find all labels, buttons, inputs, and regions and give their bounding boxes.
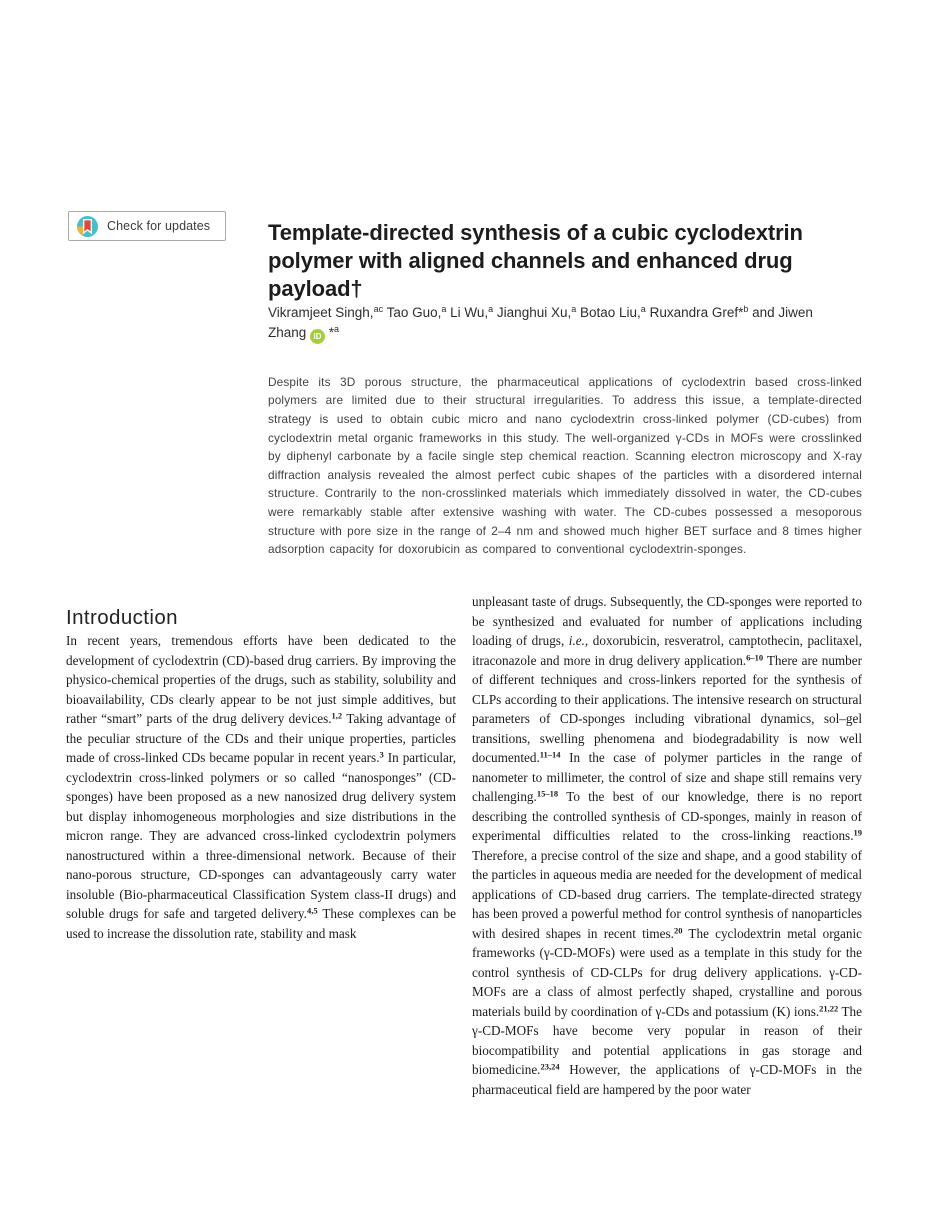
author-list: Vikramjeet Singh,$^{ac}$ Tao Guo,$^a$ Li Wu,$^a$ Jianghui Xu,$^a$ Botao Liu,$^a$ Ruxandra Gref*$^b$ and Jiwen Zhang iD *$^a$ (268, 303, 828, 344)
check-for-updates-label: Check for updates (107, 219, 211, 233)
reference-superscript: ac (373, 304, 384, 314)
crossmark-icon (77, 216, 98, 237)
reference-superscript: 21,22 (819, 1003, 839, 1013)
body-column-left: In recent years, tremendous efforts have been dedicated to the development of cyclodextrin (CD)-based drug carriers. By improving the physico-chemical properties of the drugs, such as stability, solubility and bioavailability, CDs clearly appear to be not just simple additives, but rather “smart” parts of the drug delivery devices.$^{1,2}$ Taking advantage of the peculiar structure of the CDs and their unique properties, particles made of cross-linked CDs became popular in recent years.$^3$ In particular, cyclodextrin cross-linked polymers or so called “nanosponges” (CD-sponges) have been proposed as a new nanosized drug delivery system but display inhomogeneous morphologies and size distributions in the micron range. They are advanced cross-linked cyclodextrin polymers nanostructured within a three-dimensional network. Because of their nano-porous structure, CD-sponges can advantageously carry water insoluble (Bio-pharmaceutical Classification System class-II drugs) and soluble drugs for safe and targeted delivery.$^{4,5}$ These complexes can be used to increase the dissolution rate, stability and mask (66, 633, 457, 941)
reference-superscript: 3 (379, 749, 384, 760)
reference-superscript: 1,2 (331, 710, 343, 721)
italic-text: i.e. (568, 633, 585, 648)
check-for-updates-badge[interactable] (68, 211, 226, 241)
abstract-text: Despite its 3D porous structure, the pharmaceutical applications of cyclodextrin based cross-linked polymers are limited due to their structural irregularities. To address this issue, a template-directed strategy is used to obtain cubic micro and nano cyclodextrin cross-linked polymer (CD-cubes) from cyclodextrin metal organic frameworks in this study. The well-organized γ-CDs in MOFs were crosslinked by diphenyl carbonate by a facile single step chemical reaction. Scanning electron microscopy and X-ray diffraction analysis revealed the almost perfect cubic shapes of the particles with a disordered internal structure. Contrarily to the non-crosslinked materials which immediately dissolved in water, the CD-cubes were remarkably stable after extensive washing with water. The CD-cubes possessed a mesoporous structure with pore size in the range of 2–4 nm and showed much higher BET surface and 8 times higher adsorption capacity for doxorubicin as compared to conventional cyclodextrin-sponges. (268, 374, 862, 557)
reference-superscript: a (571, 304, 577, 314)
reference-superscript: 23,24 (540, 1061, 560, 1072)
reference-superscript: a (334, 324, 340, 334)
reference-superscript: a (488, 304, 494, 314)
orcid-icon[interactable]: iD (310, 329, 325, 344)
reference-superscript: 15–18 (536, 788, 559, 799)
reference-superscript: 20 (673, 925, 683, 935)
introduction-heading: Introduction (66, 606, 178, 629)
reference-superscript: a (441, 304, 447, 314)
reference-superscript: a (640, 304, 646, 314)
reference-superscript: 19 (853, 827, 862, 838)
reference-superscript: b (743, 304, 749, 314)
reference-superscript: 6–10 (746, 652, 764, 662)
body-column-right: unpleasant taste of drugs. Subsequently, the CD-sponges were reported to be synthesized and evaluated for number of applications including loading of drugs, i.e., doxorubicin, resveratrol, camptothecin, paclitaxel, itraconazole and more in drug delivery application.$^{6-10}$ There are number of different techniques and cross-linkers reported for the synthesis of CLPs according to their applications. The intensive research on structural parameters of CD-sponges including vibrational dynamics, sol–gel transitions, swelling phenomena and biodegradability is now well documented.$^{11-14}$ In the case of polymer particles in the range of nanometer to millimeter, the control of size and shape still remains very challenging.$^{15-18}$ To the best of our knowledge, there is no report describing the controlled synthesis of CD-sponges, mainly in reason of experimental difficulties related to the cross-linking reactions.$^{19}$ Therefore, a precise control of the size and shape, and a good stability of the particles in aqueous media are needed for the development of medical applications of CD-based drug carriers. The template-directed strategy has been proved a powerful method for control synthesis of nanoparticles with desired shapes in recent times.$^{20}$ The cyclodextrin metal organic frameworks (γ-CD-MOFs) were used as a template in this study for the control synthesis of CD-CLPs for drug delivery applications. γ-CD-MOFs are a class of almost perfectly shaped, crystalline and porous materials build by coordination of γ-CDs and potassium (K) ions.$^{21,22}$ The γ-CD-MOFs have become very popular in reason of their biocompatibility and potential applications in gas storage and biomedicine.$^{23,24}$ However, the applications of γ-CD-MOFs in the pharmaceutical field are hampered by the poor water (472, 594, 863, 1097)
reference-superscript: 11–14 (539, 749, 561, 760)
article-title: Template-directed synthesis of a cubic cyclodextrin polymer with aligned channels and enhanced drug payload† (268, 219, 803, 301)
reference-superscript: 4,5 (306, 905, 318, 916)
